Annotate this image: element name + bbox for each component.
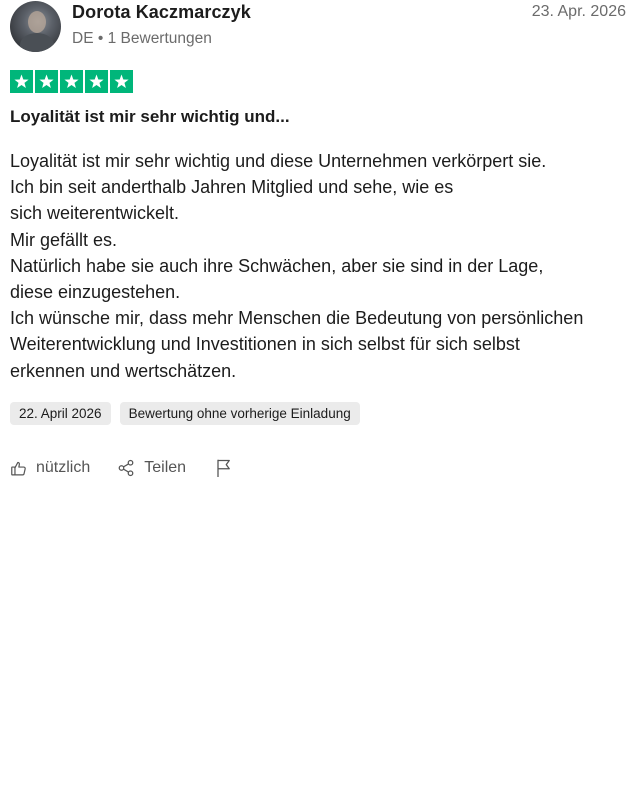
- review-body-line: Weiterentwicklung und Investitionen in sich selbst für sich selbst: [10, 334, 520, 355]
- invitation-tag[interactable]: Bewertung ohne vorherige Einladung: [120, 402, 360, 425]
- star-icon: [110, 70, 133, 93]
- reviewer-review-count: 1 Bewertungen: [107, 30, 212, 47]
- star-icon: [10, 70, 33, 93]
- review-body-line: Natürlich habe sie auch ihre Schwächen, aber sie sind in der Lage,: [10, 255, 544, 276]
- share-button[interactable]: [117, 459, 186, 477]
- report-button[interactable]: [215, 458, 233, 478]
- flag-icon: [215, 458, 233, 478]
- avatar[interactable]: [10, 1, 61, 52]
- reviewer-meta: [72, 30, 212, 48]
- star-icon: [35, 70, 58, 93]
- share-icon: [117, 459, 135, 477]
- star-rating: [10, 70, 133, 93]
- share-label: Teilen: [144, 459, 187, 476]
- avatar-face: [28, 11, 46, 33]
- review-body-line: Mir gefällt es.: [10, 229, 118, 250]
- thumbs-up-icon: [10, 460, 27, 477]
- helpful-button[interactable]: [10, 459, 90, 477]
- review-date: 23. Apr. 2026: [531, 3, 626, 20]
- review-body-line: diese einzugestehen.: [10, 282, 181, 303]
- review-body: [10, 148, 635, 384]
- review-actions: [10, 458, 233, 478]
- star-icon: [60, 70, 83, 93]
- avatar-body: [20, 33, 54, 52]
- star-icon: [85, 70, 108, 93]
- helpful-label: nützlich: [36, 459, 91, 476]
- reviewer-name[interactable]: Dorota Kaczmarczyk: [72, 2, 251, 22]
- reviewer-country: DE: [72, 30, 94, 47]
- review-body-line: Loyalität ist mir sehr wichtig und diese Unternehmen verkörpert sie.: [10, 151, 547, 171]
- meta-separator: •: [97, 30, 104, 47]
- experience-date-tag: 22. April 2026: [10, 402, 111, 425]
- review-body-line: sich weiterentwickelt.: [10, 203, 180, 224]
- review-body-line: Ich bin seit anderthalb Jahren Mitglied und sehe, wie es: [10, 177, 454, 198]
- review-body-line: Ich wünsche mir, dass mehr Menschen die Bedeutung von persönlichen: [10, 308, 584, 329]
- review-title[interactable]: Loyalität ist mir sehr wichtig und...: [10, 107, 290, 126]
- review-body-line: erkennen und wertschätzen.: [10, 360, 237, 381]
- review-tags: [10, 402, 360, 425]
